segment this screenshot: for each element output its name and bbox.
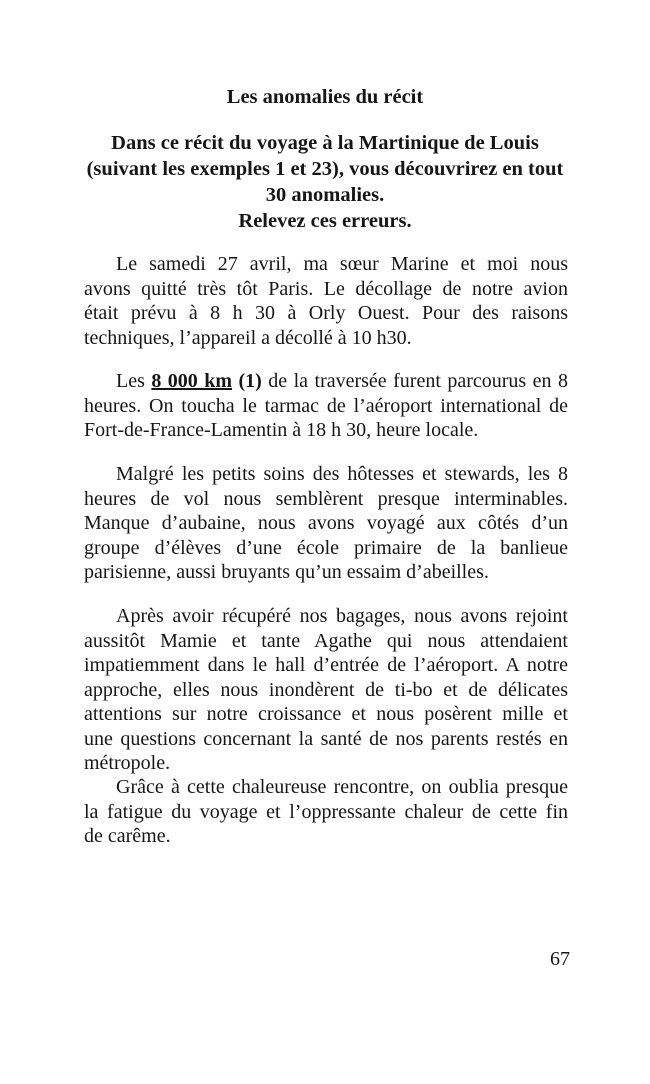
text-line: Manque d’aubaine, nous avons voyagé aux côtés d’un bbox=[84, 512, 568, 534]
text-line bbox=[84, 369, 568, 394]
story-paragraph-3 bbox=[84, 462, 568, 585]
instruction-line: Relevez ces erreurs. bbox=[238, 210, 412, 232]
instruction-line: Dans ce récit du voyage à la Martinique de Louis bbox=[111, 132, 539, 154]
page-title: Les anomalies du récit bbox=[226, 86, 424, 108]
text-line: avons quitté très tôt Paris. Le décollage de notre avion bbox=[84, 277, 568, 300]
text-line: techniques, l’appareil a décollé à 10 h30. bbox=[84, 326, 412, 349]
instruction-line: 30 anomalies. bbox=[265, 184, 385, 206]
text-line: était prévu à 8 h 30 à Orly Ouest. Pour des raisons bbox=[84, 302, 568, 324]
text-line: Malgré les petits soins des hôtesses et stewards, les 8 bbox=[116, 463, 568, 485]
distance-value: 8 000 km bbox=[151, 370, 233, 392]
story-paragraph-2 bbox=[84, 369, 568, 443]
text-fragment: de la traversée furent parcourus en 8 bbox=[261, 370, 568, 392]
text-line: la fatigue du voyage et l’oppressante chaleur de cette fin bbox=[84, 800, 568, 823]
text-line: groupe d’élèves d’une école primaire de la banlieue bbox=[84, 536, 568, 559]
text-line: attentions sur notre croissance et nous posèrent mille et bbox=[84, 703, 568, 725]
anomaly-reference: (1) bbox=[232, 370, 262, 392]
text-line: Le samedi 27 avril, ma sœur Marine et moi nous bbox=[116, 253, 568, 275]
text-line: heures de vol nous semblèrent presque interminables. bbox=[84, 487, 568, 510]
text-line: aussitôt Mamie et tante Agathe qui nous attendaient bbox=[84, 629, 568, 652]
text-line: approche, elles nous inondèrent de ti-bo et de délicates bbox=[84, 678, 568, 701]
text-line: heures. On toucha le tarmac de l’aéroport international de bbox=[84, 394, 568, 417]
text-line: impatiemment dans le hall d’entrée de l’aéroport. A notre bbox=[84, 654, 568, 676]
page-number: 67 bbox=[550, 948, 570, 970]
text-fragment: Les bbox=[116, 370, 152, 392]
story-paragraph-5 bbox=[84, 775, 568, 849]
text-line: de carême. bbox=[84, 825, 171, 847]
text-line: métropole. bbox=[84, 752, 171, 774]
text-line: une questions concernant la santé de nos parents restés en bbox=[84, 727, 568, 750]
text-line: Fort-de-France-Lamentin à 18 h 30, heure locale. bbox=[84, 419, 479, 441]
text-line: Grâce à cette chaleureuse rencontre, on oublia presque bbox=[116, 776, 568, 798]
story-paragraph-4 bbox=[84, 604, 568, 776]
text-line: parisienne, aussi bruyants qu’un essaim d’abeilles. bbox=[84, 561, 489, 583]
text-line: Après avoir récupéré nos bagages, nous avons rejoint bbox=[116, 605, 568, 627]
instruction-line: (suivant les exemples 1 et 23), vous découvrirez en tout bbox=[86, 158, 564, 180]
story-paragraph-1 bbox=[84, 252, 568, 350]
exercise-instructions bbox=[60, 130, 590, 234]
